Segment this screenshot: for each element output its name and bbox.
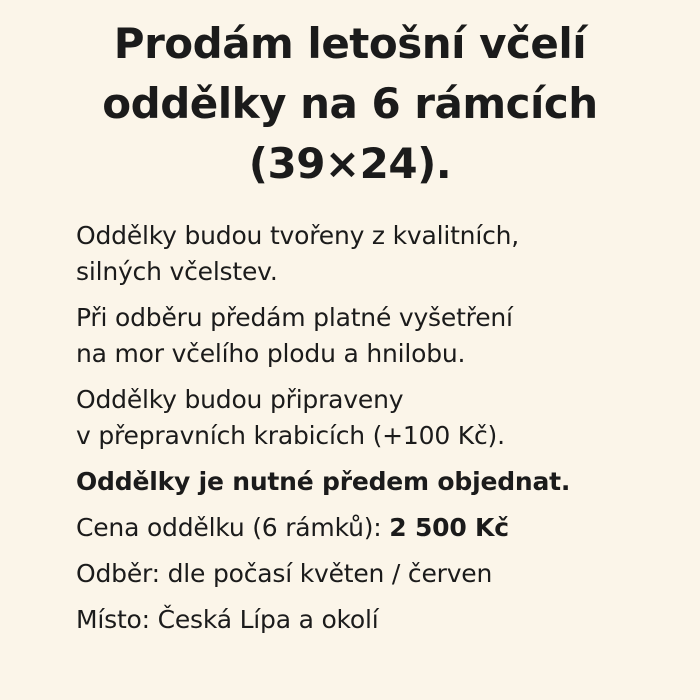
ad-title-line-2: oddělky na 6 rámcích xyxy=(102,79,598,128)
transport-line-1: Oddělky budou připraveny xyxy=(76,385,404,414)
location-line: Místo: Česká Lípa a okolí xyxy=(76,605,379,634)
health-check-line-1: Při odběru předám platné vyšetření xyxy=(76,303,513,332)
quality-line-2: silných včelstev. xyxy=(76,257,278,286)
ad-title xyxy=(0,14,700,194)
quality-line-1: Oddělky budou tvořeny z kvalitních, xyxy=(76,221,520,250)
transport-line-2: v přepravních krabicích (+100 Kč). xyxy=(76,421,505,450)
pickup-line: Odběr: dle počasí květen / červen xyxy=(76,559,493,588)
ad-body xyxy=(76,218,686,648)
price-label: Cena oddělku (6 rámků): xyxy=(76,513,390,542)
ad-title-line-1: Prodám letošní včelí xyxy=(113,19,587,68)
price-line xyxy=(76,510,686,546)
price-value: 2 500 Kč xyxy=(389,513,509,542)
order-notice: Oddělky je nutné předem objednat. xyxy=(76,467,571,496)
transport-paragraph xyxy=(76,382,686,454)
ad-title-line-3: (39×24). xyxy=(248,139,452,188)
health-check-paragraph xyxy=(76,300,686,372)
health-check-line-2: na mor včelího plodu a hnilobu. xyxy=(76,339,466,368)
quality-paragraph xyxy=(76,218,686,290)
